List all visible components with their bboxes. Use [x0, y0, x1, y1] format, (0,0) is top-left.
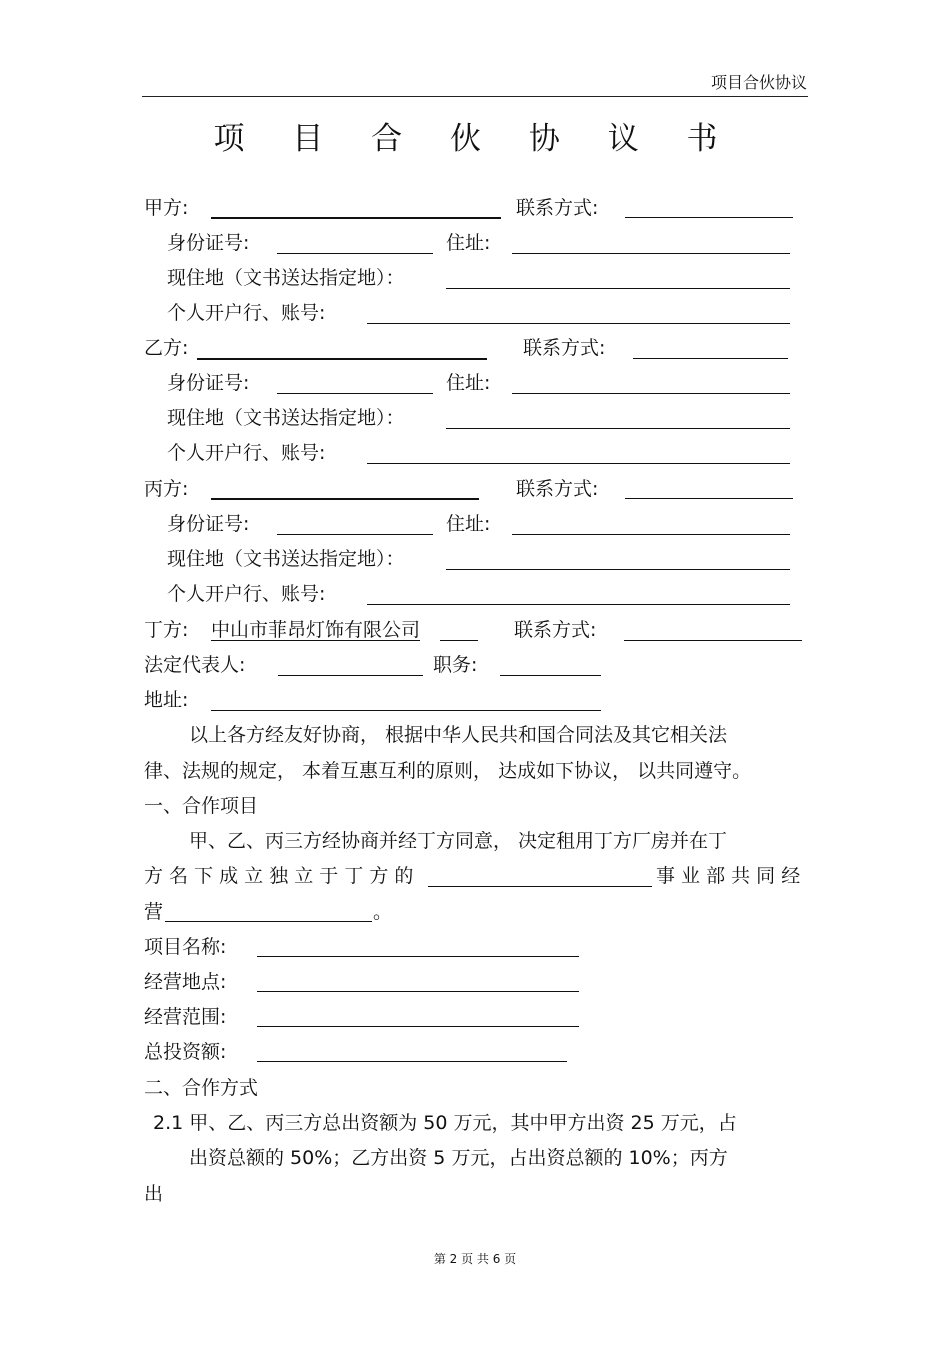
scope-label: 经营范围: — [144, 1006, 227, 1028]
party-d-contact-label: 联系方式: — [514, 619, 597, 641]
party-c-current-address-field[interactable] — [446, 569, 790, 570]
division-name-field[interactable] — [428, 886, 652, 887]
clause-2-1-line-3: 出 — [144, 1183, 164, 1205]
party-a-id-field[interactable] — [277, 253, 433, 254]
section-2-heading: 二、合作方式 — [144, 1077, 259, 1099]
party-a-contact-label: 联系方式: — [516, 197, 599, 219]
section-1-paragraph-line-3b: 。 — [373, 901, 393, 923]
section-1-paragraph-line-2a: 方 名 下 成 立 独 立 于 丁 方 的 — [144, 865, 414, 887]
party-d-company-name: 中山市菲昂灯饰有限公司 — [211, 619, 421, 641]
document-title: 项 目 合 伙 协 议 书 — [213, 121, 737, 157]
location-field[interactable] — [257, 991, 579, 992]
party-b-current-address-field[interactable] — [446, 428, 790, 429]
section-1-heading: 一、合作项目 — [144, 795, 259, 817]
clause-2-1-line-1: 2.1 甲、乙、丙三方总出资额为 50 万元，其中甲方出资 25 万元，占 — [153, 1112, 737, 1134]
party-d-company-underline-tail — [440, 640, 478, 641]
header-divider — [142, 96, 808, 97]
party-a-bank-label: 个人开户行、账号: — [167, 302, 326, 324]
party-a-contact-field[interactable] — [625, 217, 793, 218]
party-b-label: 乙方: — [144, 337, 189, 359]
business-field[interactable] — [165, 921, 372, 922]
page-number: 第 2 页 共 6 页 — [433, 1252, 517, 1266]
project-name-field[interactable] — [257, 956, 579, 957]
section-1-paragraph-line-1: 甲、乙、丙三方经协商并经丁方同意， 决定租用丁方厂房并在丁 — [189, 830, 728, 852]
party-b-id-label: 身份证号: — [167, 372, 250, 394]
party-c-address-label: 住址: — [446, 513, 491, 535]
party-c-contact-label: 联系方式: — [516, 478, 599, 500]
running-header: 项目合伙协议 — [710, 73, 807, 92]
party-c-bank-field[interactable] — [367, 604, 790, 605]
scope-field[interactable] — [257, 1026, 579, 1027]
party-b-current-address-label: 现住地（文书送达指定地）： — [167, 407, 405, 429]
party-b-bank-label: 个人开户行、账号: — [167, 442, 326, 464]
clause-2-1-line-2: 出资总额的 50%；乙方出资 5 万元，占出资总额的 10%；丙方 — [189, 1147, 728, 1169]
position-label: 职务: — [433, 654, 478, 676]
party-a-label: 甲方: — [144, 197, 189, 219]
party-b-address-field[interactable] — [512, 393, 790, 394]
party-b-contact-field[interactable] — [633, 358, 788, 359]
section-1-paragraph-line-3a: 营 — [144, 901, 164, 923]
position-field[interactable] — [500, 675, 601, 676]
party-a-id-label: 身份证号: — [167, 232, 250, 254]
legal-rep-label: 法定代表人: — [144, 654, 246, 676]
party-d-address-field[interactable] — [211, 710, 601, 711]
party-d-label: 丁方: — [144, 619, 189, 641]
section-1-paragraph-line-2b: 事 业 部 共 同 经 — [656, 865, 801, 887]
party-c-label: 丙方: — [144, 478, 189, 500]
party-d-address-label: 地址: — [144, 689, 189, 711]
party-b-id-field[interactable] — [277, 393, 433, 394]
party-b-contact-label: 联系方式: — [523, 337, 606, 359]
intro-line-2: 律、法规的规定， 本着互惠互利的原则， 达成如下协议， 以共同遵守。 — [144, 760, 752, 782]
party-d-contact-field[interactable] — [624, 640, 802, 641]
party-a-current-address-field[interactable] — [446, 288, 790, 289]
investment-field[interactable] — [257, 1061, 567, 1062]
party-c-name-field[interactable] — [211, 498, 479, 500]
party-a-address-label: 住址: — [446, 232, 491, 254]
legal-rep-field[interactable] — [278, 675, 423, 676]
intro-line-1: 以上各方经友好协商， 根据中华人民共和国合同法及其它相关法 — [189, 724, 728, 746]
party-b-name-field[interactable] — [197, 358, 487, 360]
investment-label: 总投资额: — [144, 1041, 227, 1063]
party-a-name-field[interactable] — [211, 217, 501, 219]
party-b-bank-field[interactable] — [367, 463, 790, 464]
location-label: 经营地点: — [144, 971, 227, 993]
party-c-id-label: 身份证号: — [167, 513, 250, 535]
party-a-current-address-label: 现住地（文书送达指定地）： — [167, 267, 405, 289]
party-c-id-field[interactable] — [277, 534, 433, 535]
party-b-address-label: 住址: — [446, 372, 491, 394]
project-name-label: 项目名称: — [144, 936, 227, 958]
party-a-bank-field[interactable] — [367, 323, 790, 324]
party-c-address-field[interactable] — [512, 534, 790, 535]
party-c-current-address-label: 现住地（文书送达指定地）： — [167, 548, 405, 570]
party-a-address-field[interactable] — [512, 253, 790, 254]
party-c-contact-field[interactable] — [625, 498, 793, 499]
party-c-bank-label: 个人开户行、账号: — [167, 583, 326, 605]
